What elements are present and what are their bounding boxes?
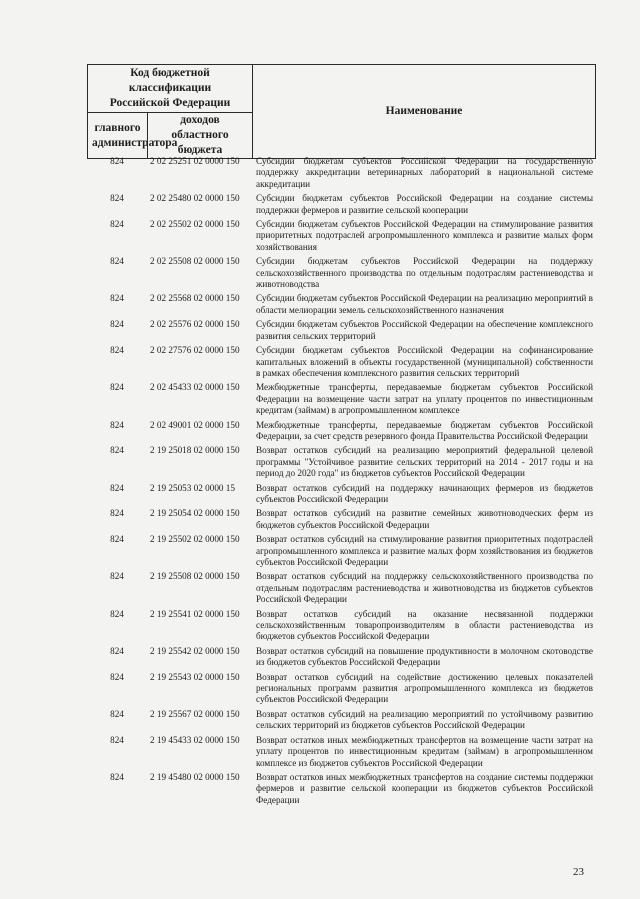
row-name: Возврат остатков субсидий на повышение продуктивности в молочном скотоводстве из бюджетов субъектов Российской Федерации [256, 645, 593, 668]
revenue-code: 2 19 45480 02 0000 150 [150, 771, 240, 782]
row-name: Межбюджетные трансферты, передаваемые бюджетам субъектов Российской Федерации на возмещение части затрат на уплату процентов по инвестиционным кредитам (займам) в агропромышленном комплексе [256, 382, 593, 416]
row-name: Возврат остатков субсидий на оказание несвязанной поддержки сельскохозяйственным товаропроизводителям в области растениеводства из бюджетов субъектов Российской Федерации [256, 608, 593, 642]
revenue-code: 2 19 25018 02 0000 150 [150, 445, 240, 456]
row-name: Субсидии бюджетам субъектов Российской Федерации на создание системы поддержки фермеров и развитие сельской кооперации [256, 193, 593, 215]
admin-code: 824 [110, 534, 124, 545]
revenue-code: 2 19 25567 02 0000 150 [150, 708, 240, 719]
admin-code: 824 [110, 193, 124, 204]
table-row [87, 709, 595, 732]
table-row [87, 345, 595, 379]
admin-code: 824 [110, 345, 124, 356]
page-number: 23 [573, 866, 584, 878]
table-row [87, 156, 595, 190]
revenue-code: 2 19 25053 02 0000 15 [150, 482, 235, 493]
table-row [87, 319, 595, 342]
table-row [87, 193, 595, 216]
admin-code: 824 [110, 482, 124, 493]
admin-column-header: главного администратора [88, 113, 148, 159]
table-row [87, 420, 595, 443]
admin-code: 824 [110, 571, 124, 582]
table-row [87, 646, 595, 669]
row-name: Субсидии бюджетам субъектов Российской Федерации на стимулирование развития приоритетных подотраслей агропромышленного комплекса и развитие малых форм хозяйствования [256, 219, 593, 252]
row-name: Субсидии бюджетам субъектов Российской Федерации на поддержку сельскохозяйственного производства по отдельным подотраслям растениеводства и животноводства [256, 256, 593, 290]
table-row [87, 534, 595, 568]
revenue-code: 2 02 25502 02 0000 150 [150, 219, 240, 230]
revenue-code: 2 19 25054 02 0000 150 [150, 508, 240, 519]
name-column-header: Наименование [253, 65, 596, 159]
row-name: Межбюджетные трансферты, передаваемые бюджетам субъектов Российской Федерации, за счет средств резервного фонда Правительства Российской Федерации [256, 419, 593, 441]
table-row [87, 508, 595, 531]
revenue-code: 2 02 49001 02 0000 150 [150, 419, 240, 430]
revenue-code: 2 19 25508 02 0000 150 [150, 571, 240, 582]
row-name: Субсидии бюджетам субъектов Российской Федерации на реализацию мероприятий в области мелиорации земель сельскохозяйственного назначения [256, 293, 593, 315]
table-row [87, 571, 595, 605]
row-name: Возврат остатков субсидий на реализацию мероприятий по устойчивому развитию сельских территорий из бюджетов субъектов Российской Федерации [256, 708, 593, 731]
admin-code: 824 [110, 645, 124, 656]
revenue-code: 2 19 45433 02 0000 150 [150, 734, 240, 745]
admin-code: 824 [110, 608, 124, 619]
table-body [87, 156, 595, 809]
row-name: Возврат остатков иных межбюджетных трансфертов на возмещение части затрат на уплату процентов по инвестиционным кредитам (займам) в агропромышленном комплексе из бюджетов субъектов Российской Федерации [256, 734, 593, 768]
admin-code: 824 [110, 293, 124, 304]
row-name: Субсидии бюджетам субъектов Российской Федерации на софинансирование капитальных вложений в объекты государственной (муниципальной) собственности в рамках обеспечения комплексного развития сельских территорий [256, 345, 593, 378]
table-header [87, 64, 596, 159]
admin-code: 824 [110, 319, 124, 330]
revenue-code: 2 02 25480 02 0000 150 [150, 193, 240, 204]
row-name: Возврат остатков субсидий на стимулирование развития приоритетных подотраслей агропромышленного комплекса и развитие малых форм хозяйствования из бюджетов субъектов Российской Федерации [256, 534, 593, 567]
admin-code: 824 [110, 771, 124, 782]
revenue-code: 2 02 45433 02 0000 150 [150, 382, 240, 393]
row-name: Субсидии бюджетам субъектов Российской Федерации на обеспечение комплексного развития сельских территорий [256, 319, 593, 341]
table-row [87, 445, 595, 479]
row-name: Возврат остатков субсидий на содействие достижению целевых показателей региональных программ развития агропромышленного комплекса из бюджетов субъектов Российской Федерации [256, 671, 593, 705]
revenue-code: 2 19 25542 02 0000 150 [150, 645, 240, 656]
table-row [87, 256, 595, 290]
admin-code: 824 [110, 256, 124, 267]
table-row [87, 382, 595, 416]
revenue-code: 2 02 25251 02 0000 150 [150, 156, 240, 166]
revenue-code: 2 02 27576 02 0000 150 [150, 345, 240, 356]
revenue-code: 2 19 25502 02 0000 150 [150, 534, 240, 545]
admin-code: 824 [110, 156, 124, 166]
row-name: Субсидии бюджетам субъектов Российской Федерации на государственную поддержку аккредитации ветеринарных лабораторий в национальной системе аккредитации [256, 156, 593, 189]
table-row [87, 672, 595, 706]
admin-code: 824 [110, 445, 124, 456]
admin-code: 824 [110, 671, 124, 682]
table-row [87, 735, 595, 769]
admin-code: 824 [110, 708, 124, 719]
row-name: Возврат остатков субсидий на поддержку сельскохозяйственного производства по отдельным подотраслям растениеводства и животноводства из бюджетов субъектов Российской Федерации [256, 571, 593, 605]
row-name: Возврат остатков субсидий на развитие семейных животноводческих ферм из бюджетов субъектов Российской Федерации [256, 508, 593, 530]
admin-code: 824 [110, 508, 124, 519]
revenue-code: 2 02 25576 02 0000 150 [150, 319, 240, 330]
admin-code: 824 [110, 734, 124, 745]
table-row [87, 609, 595, 643]
revenue-code: 2 02 25568 02 0000 150 [150, 293, 240, 304]
row-name: Возврат остатков иных межбюджетных трансфертов на создание системы поддержки фермеров и развитие сельской кооперации из бюджетов субъектов Российской Федерации [256, 771, 593, 805]
row-name: Возврат остатков субсидий на реализацию мероприятий федеральной целевой программы "Устойчивое развитие сельских территорий на 2014 - 2017 годы и на период до 2020 года" из бюджетов субъектов Российской Федерации [256, 445, 593, 479]
code-group-header: Код бюджетной классификации Российской Федерации [88, 65, 253, 113]
row-name: Возврат остатков субсидий на поддержку начинающих фермеров из бюджетов субъектов Российской Федерации [256, 482, 593, 504]
table-row [87, 219, 595, 253]
table-row [87, 483, 595, 506]
admin-code: 824 [110, 382, 124, 393]
table-row [87, 293, 595, 316]
table-row [87, 772, 595, 806]
admin-code: 824 [110, 419, 124, 430]
revenue-code: 2 19 25543 02 0000 150 [150, 671, 240, 682]
revenue-code: 2 19 25541 02 0000 150 [150, 608, 240, 619]
revenue-code: 2 02 25508 02 0000 150 [150, 256, 240, 267]
revenue-column-header: доходов областного бюджета [148, 113, 253, 159]
admin-code: 824 [110, 219, 124, 230]
